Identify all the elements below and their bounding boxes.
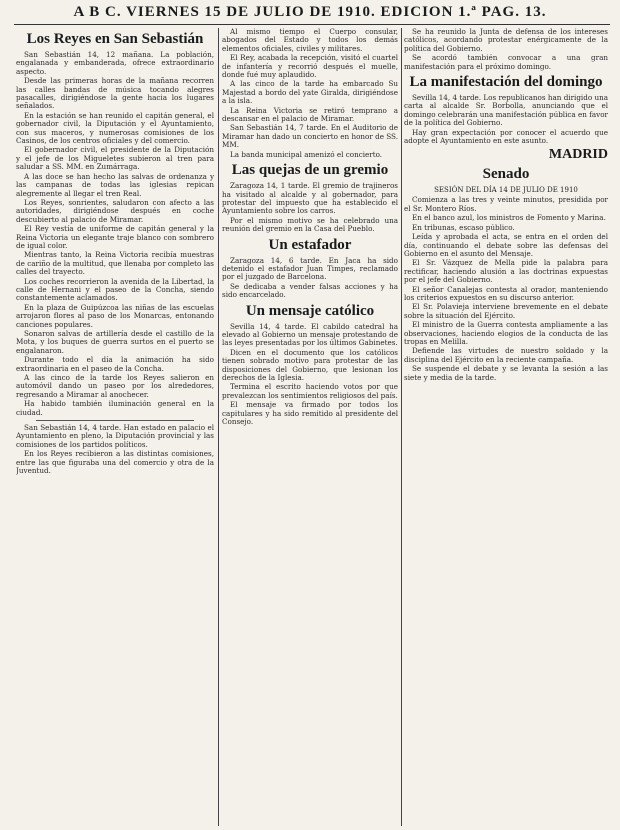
paragraph: Los Reyes, sonrientes, saludaron con afecto a las autoridades, dirigiéndose después en coche descubierto al palacio de Miramar. [16, 197, 214, 224]
article-heading: Senado [482, 166, 530, 183]
paragraph: La banda municipal amenizó el concierto. [230, 149, 383, 159]
paragraph: El mensaje va firmado por todos los capitulares y ha sido remitido al presidente del Consejo. [222, 400, 398, 427]
paragraph: El señor Canalejas contesta al orador, manteniendo los criterios expuestos en su discurso anterior. [404, 284, 608, 302]
paragraph: Sevilla 14, 4 tarde. El cabildo catedral ha elevado al Gobierno un mensaje protestando de las leyes presentadas por los últimos Gabinetes. [222, 321, 398, 348]
column-right [404, 28, 608, 828]
paragraph: Los coches recorrieron la avenida de la Libertad, la calle de Hernani y el paseo de la Concha, siendo constantemente aclamados. [16, 276, 214, 303]
paragraph: El Rey vestía de uniforme de capitán general y la Reina Victoria un elegante traje blanco con sombrero de igual color. [16, 224, 214, 250]
section-city-heading: MADRID [548, 147, 608, 163]
article-heading: Un estafador [268, 236, 352, 253]
paragraph: Dicen en el documento que los católicos tienen sobrado motivo para protestar de las disposiciones del Gobierno, que lesionan los derechos de la Iglesia. [222, 347, 398, 382]
paragraph: El gobernador civil, el presidente de la Diputación y el jefe de los Migueletes subieron al tren para saludar a SS. MM. en Zumárraga. [16, 145, 214, 172]
article-heading: Los Reyes en San Sebastián [26, 31, 204, 47]
paragraph: San Sebastián 14, 7 tarde. En el Auditorio de Miramar han dado un concierto en honor de SS. MM. [222, 123, 398, 150]
section-separator [36, 420, 194, 421]
paragraph: El ministro de la Guerra contesta ampliamente a las observaciones, haciendo elogios de la conducta de las tropas en Melilla. [404, 320, 608, 346]
paragraph: Defiende las virtudes de nuestro soldado y la disciplina del Ejército en la reciente campaña. [404, 346, 608, 364]
paragraph: La Reina Victoria se retiró temprano a descansar en el palacio de Miramar. [222, 105, 398, 124]
session-subtitle: SESIÓN DEL DÍA 14 DE JULIO DE 1910 [434, 186, 578, 195]
paragraph: Al mismo tiempo el Cuerpo consular, abogados del Estado y todos los demás elementos oficiales, civiles y militares. [222, 28, 398, 53]
paragraph: Comienza a las tres y veinte minutos, presidida por el Sr. Montero Ríos. [404, 195, 608, 213]
masthead-rule [14, 24, 610, 25]
paragraph: Mientras tanto, la Reina Victoria recibía muestras de cariño de la multitud, que llenaba por completo las calles del trayecto. [16, 250, 214, 277]
paragraph: En la estación se han reunido el capitán general, el gobernador civil, la Diputación y el Ayuntamiento, con sus maceros, y numerosas comisiones de los Casinos, de los centros oficiales y del comercio. [16, 110, 214, 146]
column-middle [222, 28, 398, 828]
paragraph: Leída y aprobada el acta, se entra en el orden del día, continuando el debate sobre las defensas del Gobierno en el asunto del Mensaje. [404, 232, 608, 258]
paragraph: A las cinco de la tarde ha embarcado Su Majestad a bordo del yate Giralda, dirigiéndose a la isla. [222, 79, 398, 106]
paragraph: San Sebastián 14, 4 tarde. Han estado en palacio el Ayuntamiento en pleno, la Diputación provincial y las comisiones de los partidos políticos. [16, 423, 214, 449]
paragraph: Sonaron salvas de artillería desde el castillo de la Mota, y los buques de guerra surtos en el puerto se engalanaron. [16, 329, 214, 355]
paragraph: Se suspende el debate y se levanta la sesión a las siete y media de la tarde. [404, 364, 608, 382]
paragraph: En la plaza de Guipúzcoa las niñas de las escuelas arrojaron flores al paso de los Monarcas, entonando canciones populares. [16, 302, 214, 329]
paragraph: En tribunas, escaso público. [412, 222, 515, 232]
paragraph: Se acordó también convocar a una gran manifestación para el próximo domingo. [404, 53, 608, 71]
paragraph: El Sr. Vázquez de Mella pide la palabra para rectificar, haciendo alusión a las doctrinas expuestas por el jefe del Gobierno. [404, 258, 608, 285]
paragraph: Se ha reunido la Junta de defensa de los intereses católicos, acordando protestar enérgicamente de la política del Gobierno. [404, 28, 608, 53]
paragraph: Desde las primeras horas de la mañana recorren las calles bandas de música tocando alegres pasacalles, dirigiéndose la gente hacia los lugares señalados. [16, 76, 214, 111]
paragraph: El Rey, acabada la recepción, visitó el cuartel de infantería y recorrió después el muelle, donde fué muy aplaudido. [222, 53, 398, 80]
paragraph: A las cinco de la tarde los Reyes salieron en automóvil dando un paseo por los alrededores, regresando a Miramar al anochecer. [16, 373, 214, 399]
paragraph: San Sebastián 14, 12 mañana. La población, engalanada y embanderada, ofrece extraordinario aspecto. [16, 50, 214, 76]
column-divider [401, 28, 402, 826]
paragraph: Hay gran expectación por conocer el acuerdo que adopte el Ayuntamiento en este asunto. [404, 127, 608, 146]
article-heading: La manifestación del domingo [409, 74, 603, 91]
page-masthead: A B C. VIERNES 15 DE JULIO DE 1910. EDICION 1.ª PAG. 13. [73, 4, 547, 20]
article-heading: Las quejas de un gremio [231, 162, 389, 179]
paragraph: Durante todo el día la animación ha sido extraordinaria en el paseo de la Concha. [16, 355, 214, 373]
column-left [16, 28, 214, 828]
paragraph: El Sr. Polavieja interviene brevemente en el debate sobre la situación del Ejército. [404, 302, 608, 320]
paragraph: Se dedicaba a vender falsas acciones y ha sido encarcelado. [222, 281, 398, 300]
paragraph: Ha habido también iluminación general en la ciudad. [16, 399, 214, 417]
article-heading: Un mensaje católico [245, 302, 375, 319]
paragraph: En los Reyes recibieron a las distintas comisiones, entre las que figuraba una del comercio y otra de la Juventud. [16, 449, 214, 476]
paragraph: Por el mismo motivo se ha celebrado una reunión del gremio en la Casa del Pueblo. [222, 215, 398, 234]
paragraph: A las doce se han hecho las salvas de ordenanza y las campanas de todas las iglesias repican alegremente al llegar el tren Real. [16, 171, 214, 198]
column-divider [218, 28, 219, 826]
paragraph: En el banco azul, los ministros de Fomento y Marina. [412, 213, 606, 223]
paragraph: Termina el escrito haciendo votos por que prevalezcan los sentimientos religiosos del país. [222, 382, 398, 400]
paragraph: Zaragoza 14, 6 tarde. En Jaca ha sido detenido el estafador Juan Timpes, reclamado por el juzgado de Barcelona. [222, 255, 398, 282]
paragraph: Zaragoza 14, 1 tarde. El gremio de trajineros ha visitado al alcalde y al gobernador, para protestar del impuesto que ha establecido el Ayuntamiento sobre los carros. [222, 181, 398, 216]
paragraph: Sevilla 14, 4 tarde. Los republicanos han dirigido una carta al alcalde Sr. Borbolla, anunciando que el domingo celebrarán una manifestación pública en favor de la política del Gobierno. [404, 93, 608, 128]
